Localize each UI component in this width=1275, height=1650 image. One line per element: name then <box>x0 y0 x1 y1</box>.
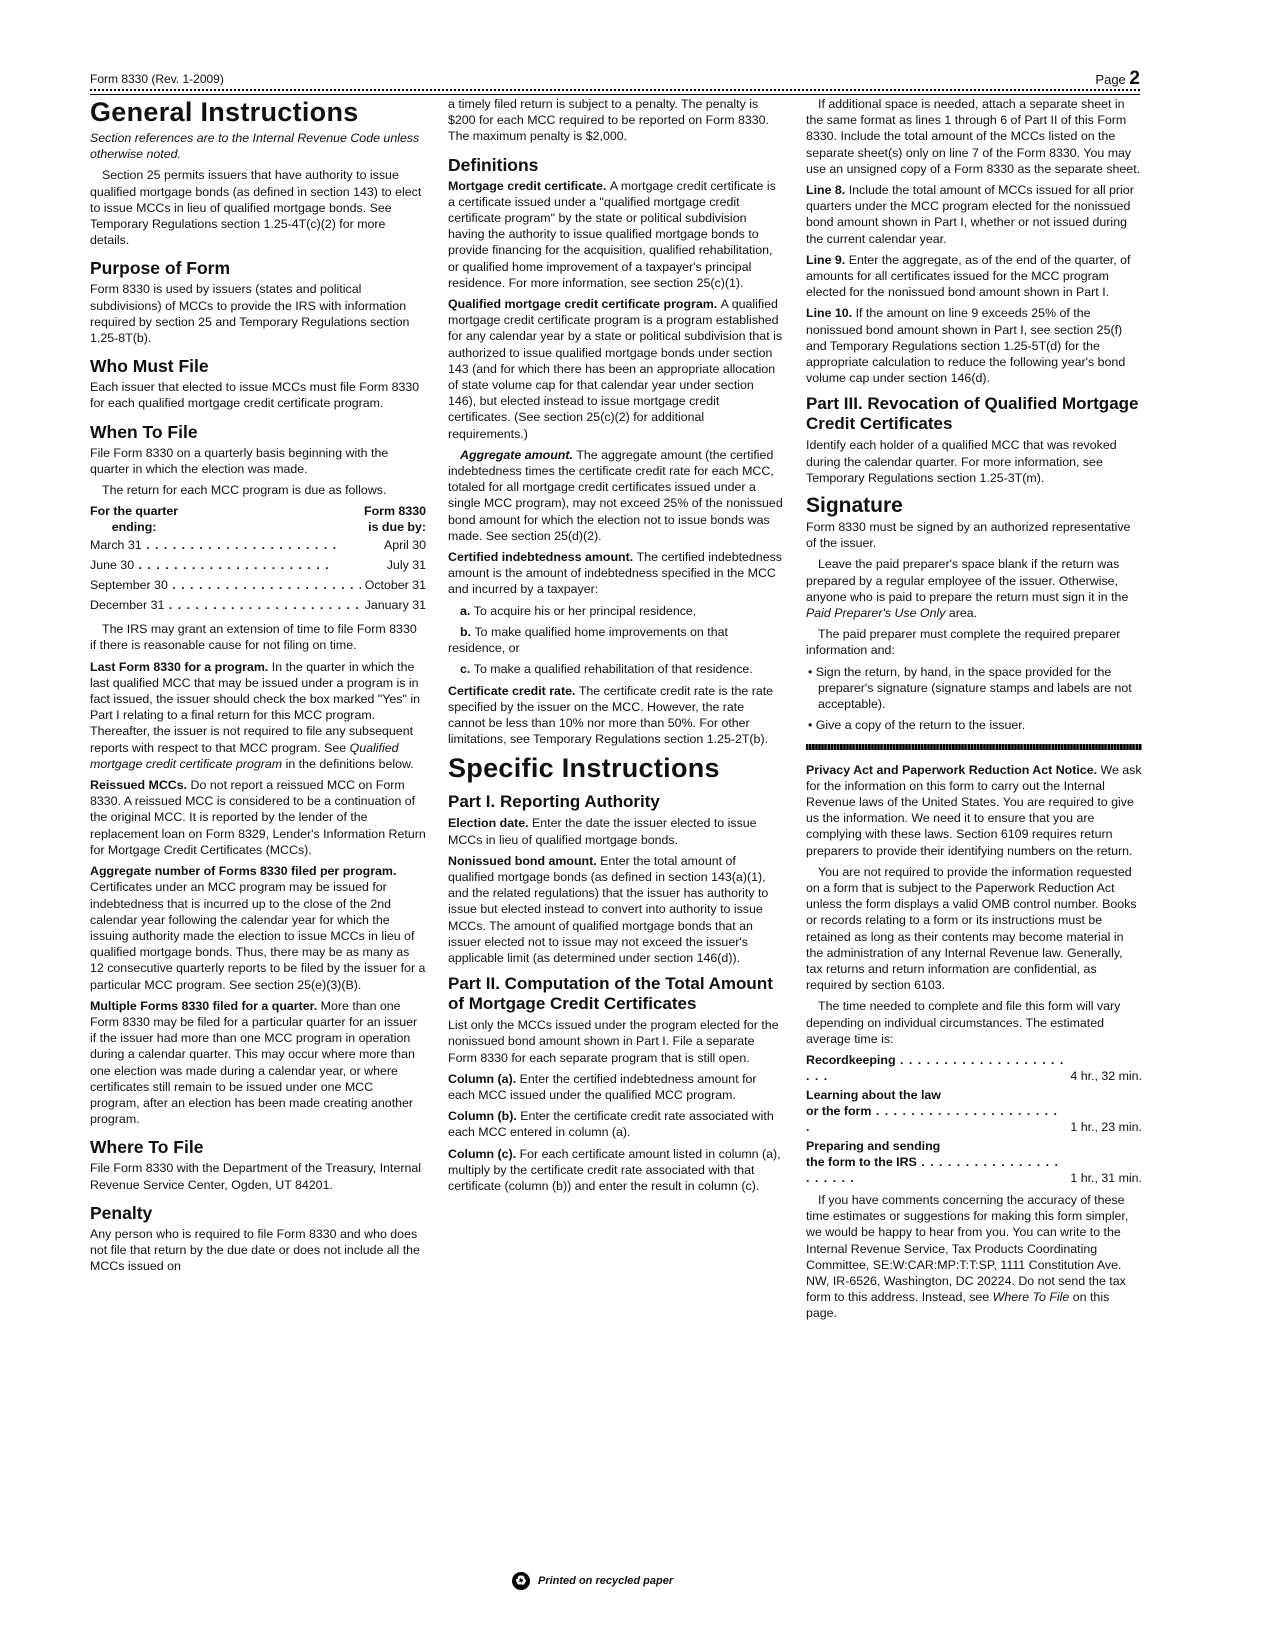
paragraph <box>448 683 784 748</box>
paragraph <box>806 305 1142 386</box>
bullet-text: Give a copy of the return to the issuer. <box>815 718 1026 733</box>
time-estimate-row <box>806 1087 1142 1135</box>
paragraph <box>90 1160 426 1192</box>
paragraph-text: To acquire his or her principal residence, <box>473 603 697 618</box>
page-footer <box>512 1572 673 1590</box>
bullet-item <box>806 664 1142 713</box>
section-divider <box>806 744 1142 750</box>
time-value: 1 hr., 23 min. <box>1070 1119 1142 1134</box>
section-heading: Who Must File <box>90 356 209 377</box>
section-heading: Part II. Computation of the Total Amount of Mortgage Credit Certificates <box>448 974 773 1014</box>
bullet-icon: • <box>808 664 816 679</box>
run-in-heading: Certificate credit rate. <box>448 683 579 698</box>
run-in-heading: a. <box>460 603 474 618</box>
due-date-table <box>90 503 426 615</box>
paragraph <box>90 659 426 772</box>
due-date: April 30 <box>383 538 426 553</box>
paragraph-text: Certificates under an MCC program may be issued for indebtedness that is incurred up to the close of the 2nd calendar year following the calendar year for which the issuing authority made the election to issue MCCs in lieu of qualified mortgage bonds. Thus, there may be as many as 12 consecutive quarterly reports to be filed by the issuer for a particular MCC program. See section 25(e)(3)(B). <box>90 880 426 992</box>
paragraph <box>806 556 1142 621</box>
quarter-end: June 30 . . <box>90 555 383 575</box>
paragraph <box>806 864 1142 994</box>
column-header-due: Form 8330 is due by: <box>364 504 426 535</box>
paragraph-text: To make qualified home improvements on that residence, or <box>448 624 728 656</box>
section-heading: Purpose of Form <box>90 258 231 279</box>
paragraph <box>90 621 426 653</box>
run-in-heading: Aggregate amount. <box>460 447 577 462</box>
column-2 <box>448 96 784 1199</box>
paragraph-text: If you have comments concerning the accuracy of these time estimates or suggestions for making this form simpler, we would be happy to hear from you. You can write to the Internal Revenue Service, Tax Products Coordinating Committee, SE:W:CAR:MP:T:T:SP, 1111 Constitution Ave. NW, IR-6526, Washington, DC 20224. Do not send the tax form to this address. Instead, see <box>806 1192 1129 1305</box>
paragraph <box>448 661 784 677</box>
paragraph-text: Qualified mortgage credit certificate program <box>90 740 399 771</box>
paragraph <box>448 296 784 442</box>
run-in-heading: Line 8. <box>806 183 849 198</box>
page-number-label <box>1095 68 1140 90</box>
page-label: Page <box>1095 72 1126 87</box>
paragraph-text: Enter the aggregate, as of the end of the quarter, of amounts for all certificates issued for the MCC program elected for the nonissued bond amount shown in Part I. <box>806 252 1131 300</box>
section-heading: Penalty <box>90 1202 153 1223</box>
paragraph <box>448 624 784 656</box>
paragraph-text: in the definitions below. <box>282 756 414 771</box>
paragraph <box>90 445 426 477</box>
section-heading: Where To File <box>90 1137 204 1158</box>
activity: Preparing and sending the form to the IRS . . <box>806 1138 1066 1186</box>
run-in-heading: Line 9. <box>806 252 849 267</box>
paragraph-text: To make a qualified rehabilitation of that residence. <box>473 662 753 677</box>
run-in-heading: Column (b). <box>448 1109 521 1124</box>
time-estimates <box>806 1052 1142 1186</box>
run-in-heading: Reissued MCCs. <box>90 778 191 793</box>
run-in-heading: Aggregate number of Forms 8330 filed per program. <box>90 864 397 879</box>
paragraph <box>448 1108 784 1140</box>
column-header-quarter: For the quarter ending: <box>90 504 179 535</box>
section-heading: When To File <box>90 421 198 442</box>
paragraph-text: We ask for the information on this form to carry out the Internal Revenue laws of the United States. You are required to give us the information. We need it to ensure that you are complying with these laws. Section 6109 requires return preparers to provide their identifying numbers on the return. <box>806 762 1142 858</box>
paragraph-text: You are not required to provide the information requested on a form that is subject to the Paperwork Reduction Act unless the form displays a valid OMB control number. Books or records relating to a form or its instructions must be retained as long as their contents may become material in the administration of any Internal Revenue law. Generally, tax returns and return information are confidential, as required by section 6103. <box>806 864 1137 993</box>
paragraph-text: File Form 8330 on a quarterly basis beginning with the quarter in which the election was made. <box>90 445 389 476</box>
paragraph <box>806 1192 1142 1322</box>
quarter-end: September 30 . . <box>90 575 361 595</box>
paragraph-text: Enter the total amount of qualified mortgage bonds (as defined in section 143(a)(1), and the related regulations) that the issuer has authority to issue but elected instead to convert into authority to issue MCCs. The amount of qualified mortgage bonds that an issuer elected not to issue may not exceed the issuer's applicable limit (as determined under section 146(d)). <box>448 853 769 965</box>
paragraph <box>806 437 1142 486</box>
paragraph <box>90 998 426 1128</box>
header-divider <box>90 89 1140 95</box>
section-heading: Signature <box>806 494 903 518</box>
due-date: July 31 <box>386 558 426 573</box>
paragraph <box>90 863 426 993</box>
section-heading: General Instructions <box>90 97 359 127</box>
run-in-heading: Privacy Act and Paperwork Reduction Act Notice. <box>806 762 1101 777</box>
paragraph-text: The certificate credit rate is the rate specified by the issuer on the MCC. However, the rate cannot be less than 10% nor more than 50%. For other limitations, see Temporary Regulations section 1.25-2T(b). <box>448 683 774 747</box>
paragraph-text: The return for each MCC program is due as follows. <box>102 483 387 498</box>
paragraph <box>448 96 784 145</box>
paragraph-text: Identify each holder of a qualified MCC that was revoked during the calendar quarter. For more information, see Temporary Regulations section 1.25-3T(m). <box>806 438 1117 485</box>
time-estimate-row <box>806 1138 1142 1186</box>
paragraph-text: The aggregate amount (the certified indebtedness times the certificate credit rate for each MCC, totaled for all mortgage credit certificates issued under a single MCC program), may not exceed 25% of the nonissued bond amount for which the election not to issue bonds was made. See section 25(d)(2). <box>448 447 783 543</box>
run-in-heading: c. <box>460 662 474 677</box>
recycled-paper-note: Printed on recycled paper <box>538 1575 674 1587</box>
paragraph-text: Leave the paid preparer's space blank if the return was prepared by a regular employee of the issuer. Otherwise, anyone who is paid to prepare the return must sign it in the <box>806 557 1129 604</box>
run-in-heading: Nonissued bond amount. <box>448 853 601 868</box>
activity: Learning about the law or the form . . <box>806 1087 1066 1135</box>
quarter-end: March 31 . . <box>90 535 380 555</box>
run-in-heading: Multiple Forms 8330 filed for a quarter. <box>90 998 321 1013</box>
form-revision: Form 8330 (Rev. 1-2009) <box>90 72 224 86</box>
paragraph <box>448 853 784 966</box>
bullet-icon: • <box>808 718 816 733</box>
paragraph-text: Do not report a reissued MCC on Form 8330. A reissued MCC is considered to be a continuation of the original MCC. It is reported by the lender of the replacement loan on Form 8329, Lender's Information Return for Mortgage Credit Certificates (MCCs). <box>90 778 426 857</box>
paragraph-text: The paid preparer must complete the required preparer information and: <box>806 627 1121 658</box>
paragraph-text: Section references are to the Internal Revenue Code unless otherwise noted. <box>90 131 420 162</box>
paragraph-text: For each certificate amount listed in column (a), multiply by the certificate credit rate associated with that certificate (column (b)) and enter the result in column (c). <box>448 1146 781 1193</box>
paragraph-text: List only the MCCs issued under the program elected for the nonissued bond amount shown in Part I. File a separate Form 8330 for each separate program that is still open. <box>448 1018 779 1065</box>
paragraph-text: Section 25 permits issuers that have authority to issue qualified mortgage bonds (as defined in section 143) to elect to issue MCCs in lieu of qualified mortgage bonds. See Temporary Regulations section 1.25-4T(c)(2) for more details. <box>90 168 422 248</box>
run-in-heading: Line 10. <box>806 306 856 321</box>
paragraph <box>90 281 426 346</box>
paragraph-text: More than one Form 8330 may be filed for a particular quarter for an issuer if the issuer had more than one MCC program in operation during a calendar quarter. This may occur where more than one election was made during a calendar year, or where certificates still remain to be issued under one MCC program, after an election has been made creating another program. <box>90 998 418 1127</box>
run-in-heading: Certified indebtedness amount. <box>448 550 637 565</box>
paragraph-text: Each issuer that elected to issue MCCs must file Form 8330 for each qualified mortgage credit certificate program. <box>90 380 420 411</box>
due-date: October 31 <box>364 578 426 593</box>
run-in-heading: Mortgage credit certificate. <box>448 178 610 193</box>
paragraph <box>90 130 426 162</box>
paragraph <box>806 182 1142 247</box>
quarter-end: December 31 . . <box>90 595 361 615</box>
paragraph <box>448 603 784 619</box>
paragraph <box>806 519 1142 551</box>
paragraph <box>90 1226 426 1275</box>
table-row <box>90 575 426 595</box>
table-row <box>90 555 426 575</box>
paragraph-text: Form 8330 must be signed by an authorized representative of the issuer. <box>806 520 1131 551</box>
due-date: January 31 <box>364 598 426 613</box>
run-in-heading: Election date. <box>448 816 532 831</box>
bullet-text: Sign the return, by hand, in the space provided for the preparer's signature (signature stamps and labels are not acceptable). <box>815 664 1132 712</box>
paragraph <box>90 482 426 498</box>
time-estimate-row <box>806 1052 1142 1084</box>
time-value: 1 hr., 31 min. <box>1070 1170 1142 1185</box>
table-header <box>90 503 426 535</box>
paragraph-text: A qualified mortgage credit certificate program is a program established for any calendar year by a state or political subdivision that is authorized to issue qualified mortgage bonds under section 143 (and for which there has been an appropriate allocation of state volume cap for that calendar year under section 146), but elected instead to issue mortgage credit certificates. (See section 25(c)(2) for additional requirements.) <box>448 297 783 441</box>
time-value: 4 hr., 32 min. <box>1070 1068 1142 1083</box>
paragraph <box>448 1017 784 1066</box>
column-1 <box>90 96 426 1279</box>
paragraph-text: on this page. <box>806 1290 1110 1321</box>
paragraph <box>806 252 1142 301</box>
paragraph-text: If the amount on line 9 exceeds 25% of the nonissued bond amount shown in Part I, see section 25(f) and Temporary Regulations section 1.25-5T(d) for the appropriate calculation to reduce the following year's bond volume cap under section 146(d). <box>806 306 1126 386</box>
paragraph <box>806 998 1142 1047</box>
paragraph-text: Enter the certified indebtedness amount for each MCC issued under the qualified MCC program. <box>448 1071 757 1102</box>
paragraph <box>448 447 784 544</box>
run-in-heading: Qualified mortgage credit certificate program. <box>448 297 721 312</box>
paragraph-text: Enter the certificate credit rate associated with each MCC entered in column (a). <box>448 1109 774 1140</box>
run-in-heading: Column (a). <box>448 1071 520 1086</box>
section-heading: Part III. Revocation of Qualified Mortgage Credit Certificates <box>806 394 1139 434</box>
page-number: 2 <box>1129 68 1140 89</box>
section-heading: Definitions <box>448 154 539 175</box>
paragraph-text: In the quarter in which the last qualified MCC that may be issued under a program is in fact issued, the issuer should check the box marked "Yes" in Part I relating to a final return for this MCC program. Thereafter, the issuer is not required to file any subsequent reports with respect to that MCC program. See <box>90 659 420 755</box>
table-row <box>90 595 426 615</box>
paragraph-text: Any person who is required to file Form 8330 and who does not file that return by the due date or does not include all the MCCs issued on <box>90 1226 420 1274</box>
section-heading: Specific Instructions <box>448 753 720 784</box>
paragraph-text: A mortgage credit certificate is a certificate issued under a "qualified mortgage credit certificate program" by the state or political subdivision having the authority to issue qualified mortgage bonds to provide financing for the acquisition, qualified rehabilitation, or qualified home improvement of a taxpayer's principal residence. For more information, see section 25(c)(1). <box>448 178 776 290</box>
paragraph-text: Paid Preparer's Use Only <box>806 606 946 621</box>
paragraph-text: If additional space is needed, attach a separate sheet in the same format as lines 1 through 6 of Part II of this Form 8330. Include the total amount of the MCCs listed on the separate sheet(s) only on line 7 of the Form 8330. You may use an unsigned copy of a Form 8330 as the separate sheet. <box>806 97 1141 176</box>
paragraph-text: The time needed to complete and file this form will vary depending on individual circumstances. The estimated average time is: <box>806 999 1121 1046</box>
paragraph <box>448 1071 784 1103</box>
paragraph-text: area. <box>945 606 978 621</box>
paragraph-text: The certified indebtedness amount is the amount of indebtedness specified in the MCC and incurred by a taxpayer: <box>448 550 782 597</box>
bullet-item <box>806 717 1142 733</box>
paragraph <box>90 167 426 248</box>
paragraph-text: Enter the date the issuer elected to issue MCCs in lieu of qualified mortgage bonds. <box>448 816 757 847</box>
run-in-heading: b. <box>460 624 475 639</box>
paragraph <box>90 777 426 858</box>
page-header <box>90 70 1140 88</box>
activity: Recordkeeping . . <box>806 1052 1066 1084</box>
run-in-heading: Column (c). <box>448 1146 520 1161</box>
paragraph-text: a timely filed return is subject to a penalty. The penalty is $200 for each MCC required to be reported on Form 8330. The maximum penalty is $2,000. <box>448 97 769 144</box>
paragraph <box>448 549 784 598</box>
paragraph-text: Form 8330 is used by issuers (states and political subdivisions) of MCCs to provide the IRS with information required by section 25 and Temporary Regulations section 1.25-8T(b). <box>90 282 410 346</box>
paragraph <box>448 178 784 291</box>
paragraph-text: Where To File <box>992 1290 1070 1305</box>
paragraph-text: Include the total amount of MCCs issued for all prior quarters under the MCC program elected for the nonissued bond amount shown in Part I, whether or not issued during the current calendar year. <box>806 183 1134 246</box>
recycle-icon: ♻ <box>512 1572 530 1590</box>
paragraph <box>90 379 426 411</box>
paragraph <box>806 762 1142 859</box>
table-row <box>90 535 426 555</box>
section-heading: Part I. Reporting Authority <box>448 792 660 812</box>
paragraph <box>448 1146 784 1195</box>
paragraph <box>806 626 1142 658</box>
paragraph-text: File Form 8330 with the Department of the Treasury, Internal Revenue Service Center, Ogden, UT 84201. <box>90 1161 422 1192</box>
paragraph <box>806 96 1142 177</box>
column-3 <box>806 96 1142 1327</box>
paragraph-text: The IRS may grant an extension of time to file Form 8330 if there is reasonable cause for not filing on time. <box>90 622 417 653</box>
run-in-heading: Last Form 8330 for a program. <box>90 659 272 674</box>
paragraph <box>448 815 784 847</box>
